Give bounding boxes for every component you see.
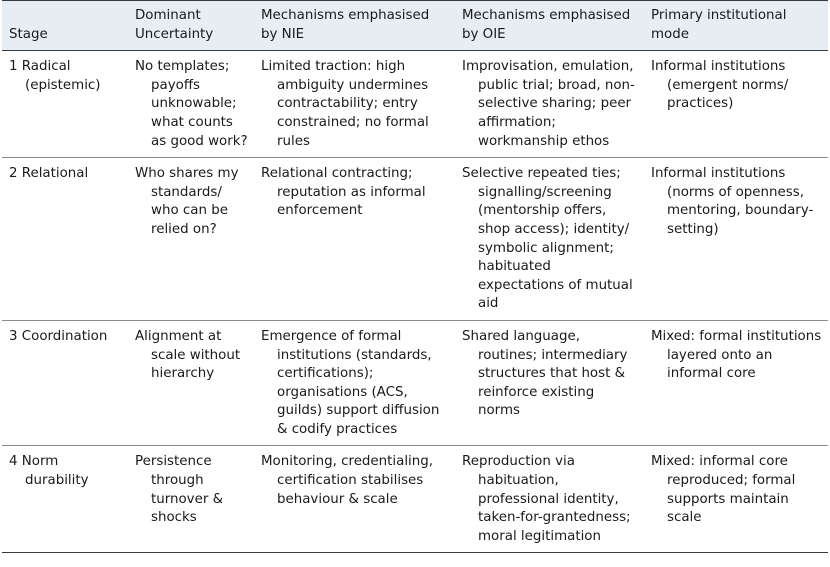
table-row	[2, 51, 828, 158]
cell-nie: Limited traction: high ambiguity undermines contractability; entry constrained; no formal rules	[261, 59, 429, 149]
cell-stage: 4 Norm durability	[9, 454, 89, 489]
table-row	[2, 320, 828, 446]
header-oie-mechanisms: Mechanisms emphasised by OIE	[455, 1, 644, 51]
cell-mode: Informal institutions (norms of openness, mentoring, boundary-setting)	[651, 166, 814, 237]
cell-oie: Reproduction via habituation, professional identity, taken-for-grantedness; moral legitimation	[462, 454, 631, 544]
table-row	[2, 446, 828, 553]
cell-uncertainty: No templates; payoffs unknowable; what counts as good work?	[135, 59, 248, 149]
table-row	[2, 158, 828, 321]
cell-mode: Mixed: formal institutions layered onto an informal core	[651, 328, 822, 382]
cell-nie: Emergence of formal institutions (standards, certifications); organisations (ACS, guilds) support diffusion & codify practices	[261, 328, 440, 437]
header-institutional-mode: Primary institutional mode	[644, 1, 828, 51]
cell-stage: 2 Relational	[9, 166, 89, 182]
cell-oie: Selective repeated ties; signalling/screening (mentorship offers, shop access); identity/ symbolic alignment; habituated expectations of mutual aid	[462, 166, 633, 312]
cell-stage: 1 Radical (epistemic)	[9, 59, 101, 93]
cell-uncertainty: Alignment at scale without hierarchy	[135, 328, 241, 382]
cell-stage: 3 Coordination	[9, 328, 108, 344]
cell-nie: Monitoring, credentialing, certification stabilises behaviour & scale	[261, 454, 434, 507]
cell-mode: Mixed: informal core reproduced; formal supports maintain scale	[651, 454, 796, 526]
header-row	[2, 1, 828, 51]
cell-mode: Informal institutions (emergent norms/ practices)	[651, 59, 789, 112]
cell-uncertainty: Persistence through turnover & shocks	[135, 454, 224, 526]
header-nie-mechanisms: Mechanisms emphasised by NIE	[254, 1, 455, 51]
comparison-table	[2, 0, 828, 553]
header-dominant-uncertainty: Dominant Uncertainty	[128, 1, 254, 51]
header-stage: Stage	[2, 1, 128, 51]
cell-oie: Shared language, routines; intermediary structures that host & reinforce existing norms	[462, 328, 628, 419]
cell-nie: Relational contracting; reputation as informal enforcement	[261, 166, 426, 219]
cell-uncertainty: Who shares my standards/ who can be relied on?	[135, 166, 239, 237]
cell-oie: Improvisation, emulation, public trial; broad, non-selective sharing; peer affirmation; workmanship ethos	[462, 59, 635, 149]
